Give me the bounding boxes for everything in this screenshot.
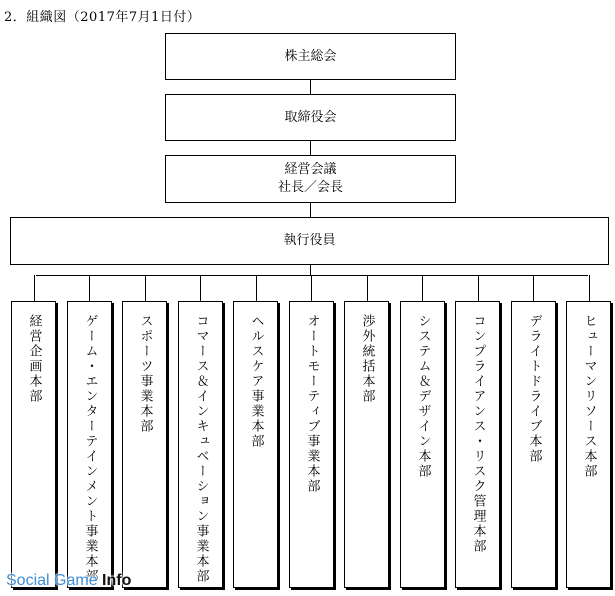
shareholders-meeting-label: 株主総会 [284, 48, 337, 64]
management-meeting-sublabel: 社長／会長 [277, 180, 343, 195]
board-of-directors-label: 取締役会 [284, 109, 337, 125]
connector-line [310, 141, 311, 155]
division-label: スポーツ事業本部 [137, 314, 153, 434]
connector-line [310, 80, 311, 94]
division-label: ゲーム・エンターテインメント事業本部 [82, 314, 98, 584]
branch-drop-line [256, 275, 257, 301]
management-meeting-label: 経営会議 [284, 162, 337, 177]
division-box [344, 301, 389, 588]
branch-drop-line [200, 275, 201, 301]
executive-officers-label: 執行役員 [283, 233, 336, 248]
watermark-logo [6, 572, 131, 590]
shareholders-meeting-box [165, 33, 456, 80]
division-label: デライトドライブ本部 [526, 314, 542, 464]
branch-drop-line [145, 275, 146, 301]
division-box [178, 301, 223, 588]
division-label: オートモーティブ事業本部 [304, 314, 320, 494]
division-box [455, 301, 500, 588]
connector-line [310, 265, 311, 275]
division-label: コンプライアンス・リスク管理本部 [470, 314, 486, 554]
division-label: システム＆デザイン本部 [415, 314, 431, 479]
watermark-text-bold: Info [102, 572, 132, 589]
board-of-directors-box [165, 94, 456, 141]
branch-drop-line [89, 275, 90, 301]
page-title: 2．組織図（2017年7月1日付） [4, 10, 201, 25]
executive-officers-box [10, 217, 609, 265]
branch-drop-line [34, 275, 35, 301]
branch-drop-line [311, 275, 312, 301]
division-box [233, 301, 278, 588]
division-box [289, 301, 334, 588]
branch-drop-line [478, 275, 479, 301]
division-label: ヒューマンリソース本部 [581, 314, 597, 479]
division-label: ヘルスケア事業本部 [248, 314, 264, 449]
division-label: 経営企画本部 [26, 314, 42, 404]
connector-line [310, 203, 311, 217]
division-label: コマース＆インキュベーション事業本部 [193, 314, 209, 584]
branch-drop-line [533, 275, 534, 301]
branch-drop-line [589, 275, 590, 301]
branch-drop-line [422, 275, 423, 301]
division-box [511, 301, 556, 588]
branch-drop-line [367, 275, 368, 301]
branch-horizontal-line [36, 275, 588, 276]
division-box [566, 301, 611, 588]
division-box [67, 301, 112, 588]
division-box [11, 301, 56, 588]
management-meeting-box [165, 155, 456, 203]
division-box [122, 301, 167, 588]
division-box [400, 301, 445, 588]
watermark-text: Social Game [6, 572, 98, 589]
division-label: 渉外統括本部 [359, 314, 375, 404]
